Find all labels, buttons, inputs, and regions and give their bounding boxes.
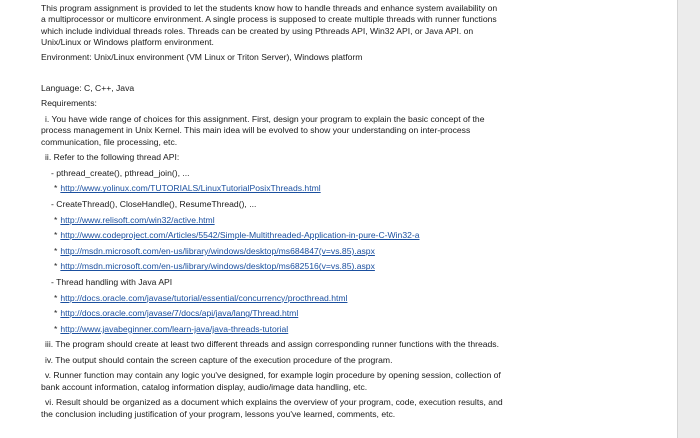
api-link[interactable]: http://www.relisoft.com/win32/active.html xyxy=(60,214,215,225)
api-group-title: - CreateThread(), CloseHandle(), ResumeThread(), ... xyxy=(51,198,257,209)
api-link[interactable]: http://www.yolinux.com/TUTORIALS/LinuxTutorialPosixThreads.html xyxy=(60,183,321,194)
api-link-item xyxy=(41,183,676,194)
bullet-star: * xyxy=(54,183,58,194)
requirement-v: v. Runner function may contain any logic you've designed, for example login procedure by opening session, collection of xyxy=(45,370,501,381)
api-link[interactable]: http://www.javabeginner.com/learn-java/java-threads-tutorial xyxy=(60,323,289,334)
environment-line: Environment: Unix/Linux environment (VM Linux or Triton Server), Windows platform xyxy=(41,52,363,63)
requirement-iii: iii. The program should create at least two different threads and assign corresponding runner functions with the threads. xyxy=(45,339,499,350)
requirement-i: process management in Unix Kernel. This main idea will be evolved to show your understanding on inter-process xyxy=(41,125,471,136)
api-group-title: - Thread handling with Java API xyxy=(51,276,173,287)
requirement-ii: ii. Refer to the following thread API: xyxy=(45,152,180,163)
bullet-star: * xyxy=(54,214,58,225)
requirements-heading: Requirements: xyxy=(41,98,97,109)
api-link[interactable]: http://www.codeproject.com/Articles/5542/Simple-Multithreaded-Application-in-pure-C-Win32-a xyxy=(60,230,420,241)
api-link-item xyxy=(41,293,676,304)
bullet-star: * xyxy=(54,230,58,241)
api-link[interactable]: http://msdn.microsoft.com/en-us/library/windows/desktop/ms682516(v=vs.85).aspx xyxy=(60,261,375,272)
api-link-item xyxy=(41,324,676,335)
requirement-vi: the conclusion including justification of your program, lessons you've learned, comments, etc. xyxy=(41,408,396,419)
api-link[interactable]: http://msdn.microsoft.com/en-us/library/windows/desktop/ms684847(v=vs.85).aspx xyxy=(60,245,375,256)
api-link-item xyxy=(41,230,676,241)
api-link[interactable]: http://docs.oracle.com/javase/tutorial/essential/concurrency/procthread.html xyxy=(60,292,348,303)
bullet-star: * xyxy=(54,245,58,256)
intro-line: which include individual threads roles. Threads can be created by using Pthreads API, Win32 API, or Java API. on xyxy=(41,25,474,36)
requirement-v: bank account information, catalog information display, audio/image data handling, etc. xyxy=(41,381,368,392)
bullet-star: * xyxy=(54,292,58,303)
api-link-item xyxy=(41,308,676,319)
intro-line: a multiprocessor or multicore environment. A single process is supposed to create multiple threads with runner functions xyxy=(41,14,497,25)
bullet-star: * xyxy=(54,323,58,334)
language-line: Language: C, C++, Java xyxy=(41,82,135,93)
api-link-item xyxy=(41,246,676,257)
requirement-i: i. You have wide range of choices for this assignment. First, design your program to explain the basic concept of the xyxy=(45,113,485,124)
api-link[interactable]: http://docs.oracle.com/javase/7/docs/api/java/lang/Thread.html xyxy=(60,308,299,319)
bullet-star: * xyxy=(54,308,58,319)
intro-line: Unix/Linux or Windows platform environment. xyxy=(41,36,214,47)
intro-line: This program assignment is provided to let the students know how to handle threads and enhance system availability on xyxy=(41,3,498,13)
scrollbar-track[interactable] xyxy=(677,0,700,438)
requirement-vi: vi. Result should be organized as a document which explains the overview of your program, code, execution results, and xyxy=(45,397,503,408)
requirement-iv: iv. The output should contain the screen capture of the execution procedure of the program. xyxy=(45,354,393,365)
api-group-title: - pthread_create(), pthread_join(), ... xyxy=(51,167,190,178)
api-link-item xyxy=(41,261,676,272)
api-link-item xyxy=(41,215,676,226)
bullet-star: * xyxy=(54,261,58,272)
requirement-i: communication, file processing, etc. xyxy=(41,136,178,147)
